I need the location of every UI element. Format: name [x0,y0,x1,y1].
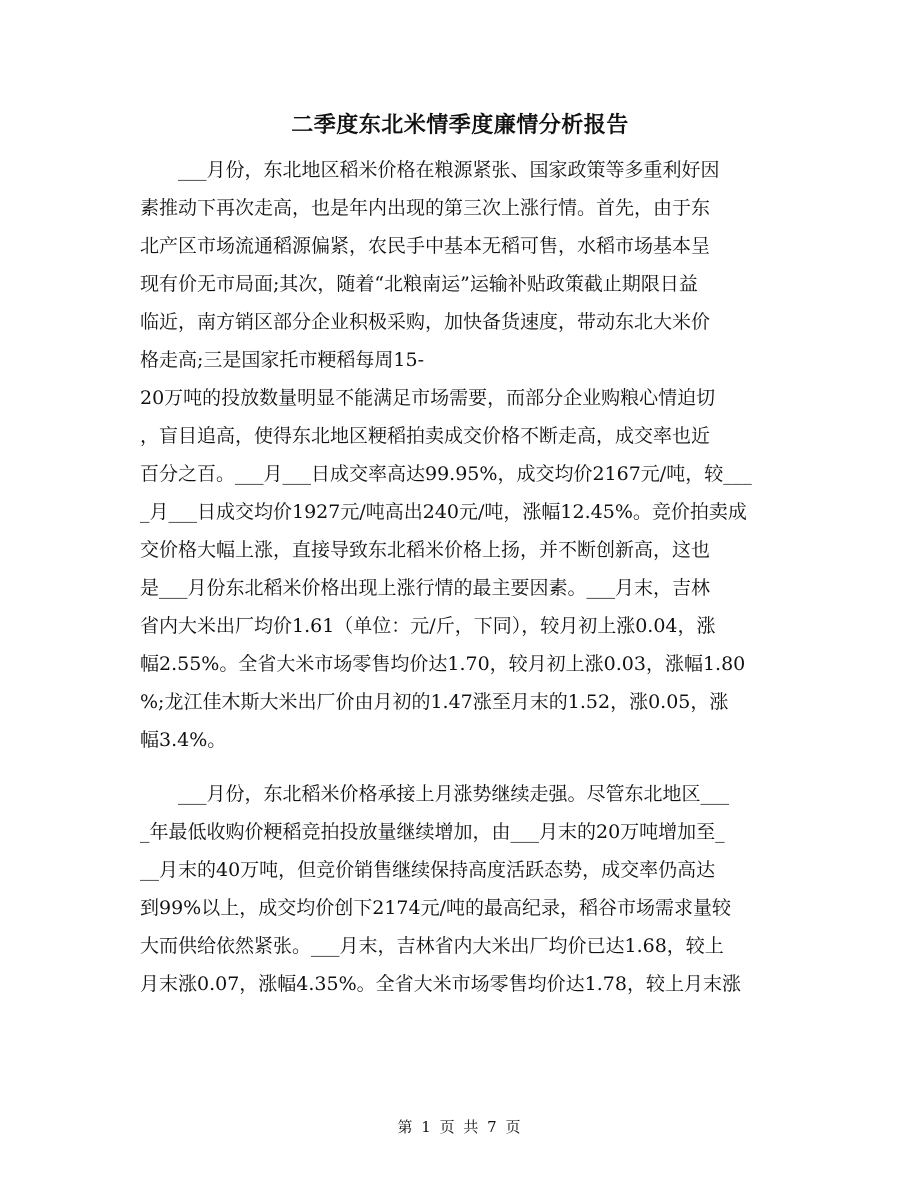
paragraph-line: 是___月份东北稻米价格出现上涨行情的最主要因素。___月末，吉林 [140,577,711,599]
paragraph-line: 临近，南方销区部分企业积极采购，加快备货速度，带动东北大米价 [140,311,711,333]
paragraph-line: 省内大米出厂均价1.61（单位：元/斤，下同），较月初上涨0.04，涨 [140,615,716,637]
paragraph-line: %;龙江佳木斯大米出厂价由月初的1.47涨至月末的1.52，涨0.05，涨 [140,691,729,713]
paragraph-line: _月___日成交均价1927元/吨高出240元/吨，涨幅12.45%。竞价拍卖成 [140,501,747,523]
paragraph-line: 格走高;三是国家托市粳稻每周15- [140,349,424,371]
paragraph-line: 幅2.55%。全省大米市场零售均价达1.70，较月初上涨0.03，涨幅1.80 [140,653,746,675]
document-title: 二季度东北米情季度廉情分析报告 [291,112,629,138]
paragraph-line: 大而供给依然紧张。___月末，吉林省内大米出厂均价已达1.68，较上 [140,935,724,957]
paragraph-line: ，盲目追高，使得东北地区粳稻拍卖成交价格不断走高，成交率也近 [140,425,711,447]
paragraph-line: 素推动下再次走高，也是年内出现的第三次上涨行情。首先，由于东 [140,197,711,219]
paragraph-line: 月末涨0.07，涨幅4.35%。全省大米市场零售均价达1.78，较上月末涨 [140,973,741,995]
paragraph-line: 20万吨的投放数量明显不能满足市场需要，而部分企业购粮心情迫切 [140,387,716,409]
paragraph-line: 交价格大幅上涨，直接导致东北稻米价格上扬，并不断创新高，这也 [140,539,711,561]
page-number-footer: 第 1 页 共 7 页 [397,1118,523,1136]
paragraph-line: ___月份，东北稻米价格承接上月涨势继续走强。尽管东北地区___ [140,783,730,805]
paragraph-line: 百分之百。___月___日成交率高达99.95%，成交均价2167元/吨，较___ [140,463,752,485]
paragraph-line: 幅3.4%。 [140,729,227,751]
paragraph-line: _年最低收购价粳稻竞拍投放量继续增加，由___月末的20万吨增加至_ [140,821,725,843]
paragraph-line: __月末的40万吨，但竞价销售继续保持高度活跃态势，成交率仍高达 [140,859,716,881]
paragraph-line: ___月份，东北地区稻米价格在粮源紧张、国家政策等多重利好因 [140,159,720,181]
paragraph-line: 到99%以上，成交均价创下2174元/吨的最高纪录，稻谷市场需求量较 [140,897,731,919]
paragraph-line: 北产区市场流通稻源偏紧，农民手中基本无稻可售，水稻市场基本呈 [140,235,711,257]
paragraph-line: 现有价无市局面;其次，随着“北粮南运”运输补贴政策截止期限日益 [140,273,698,295]
